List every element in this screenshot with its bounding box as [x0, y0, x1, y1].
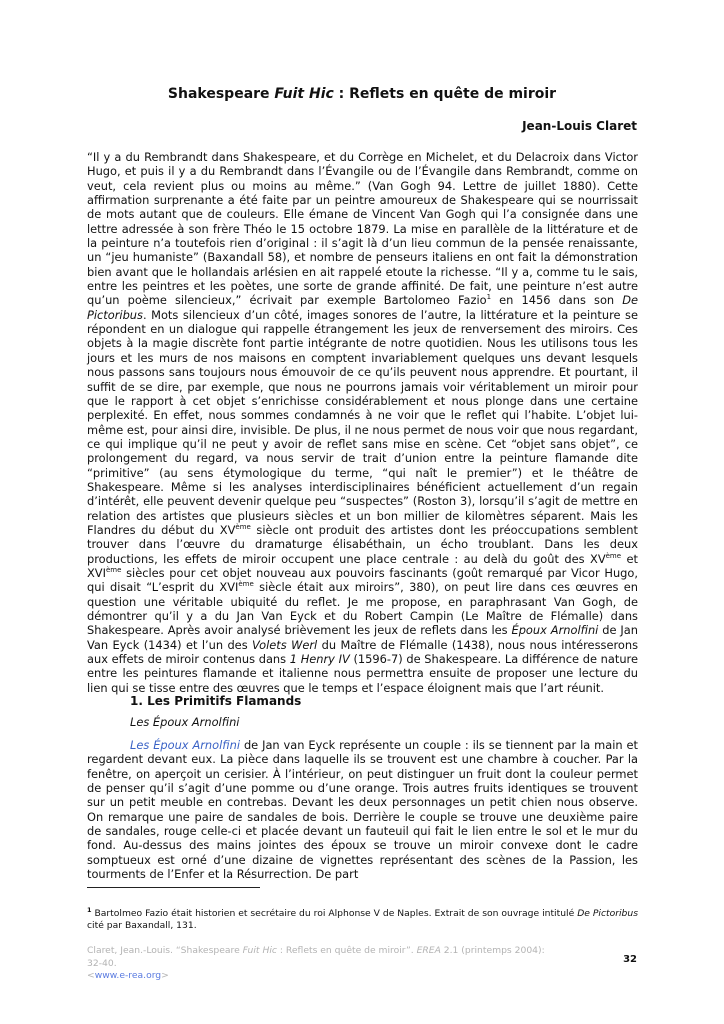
intro-text: “Il y a du Rembrandt dans Shakespeare, et du Corrège en Michelet, et du Delacroix dans Victor Hugo, et puis il y a du Rembrandt dans l’Évangile ou de l’Évangile dans Rembrandt, comme on veut, cela revient plus ou moins au même.” (Van Gogh 94. Lettre de juillet 1880). Cette affirmation surprenante a été faite par un peintre amoureux de Shakespeare qui se nourrissait de mots autant que de couleurs. Elle émane de Vincent Van Gogh qui l’a consignée dans une lettre adressée à son frère Théo le 15 octobre 1879. La mise en parallèle de la littérature et de la peinture n’a toutefois rien d’original : il s’agit là d’un lieu commun de la pensée renaissante, un “jeu humaniste” (Baxandall 58), et nombre de penseurs italiens en ont fait la démonstration bien avant que le hollandais arlésien en ait rappelé etoute la richesse. “Il y a, comme tu le sais, entre les peintres et les poètes, une sorte de grande affinité. De fait, une peinture n’est autre qu’un poème silencieux,” écrivait par exemple Bartolomeo Fazio	[87, 150, 638, 308]
intro-italic: Volets Werl	[252, 637, 318, 652]
intro-text: siècle était aux miroirs”, 380), on peut lire dans ces œuvres en question une véritable ubiquité du reflet. Je me propose, en paraphrasant Van Gogh, de démontrer qu’il y a du Jan Van Eyck et du Robert Campin (Le Maître de Flémalle) dans Shakespeare. Après avoir analysé brièvement les jeux de reflets dans les	[87, 580, 638, 638]
footnote-italic: De Pictoribus	[577, 908, 638, 919]
citation-italic: EREA	[416, 945, 441, 956]
citation-italic: Fuit Hic	[242, 945, 277, 956]
title-prefix: Shakespeare	[167, 86, 275, 102]
section-heading: 1. Les Primitifs Flamands	[130, 694, 302, 708]
section-subheading: Les Époux Arnolfini	[130, 715, 240, 729]
website-link[interactable]: www.e-rea.org	[94, 970, 162, 981]
footnote	[87, 905, 638, 932]
section-text: de Jan van Eyck représente un couple : ils se tiennent par la main et regardent devant eux. La pièce dans laquelle ils se trouvent est une chambre à coucher. Par la fenêtre, on aperçoit un cerisier. À l’intérieur, on peut distinguer un fruit dont la couleur permet de penser qu’il s’agit d’une pomme ou d’une orange. Trois autres fruits identiques se trouvent sur un petit meuble en contrebas. Devant les deux personnages un petit chien nous observe. On remarque une paire de sandales de bois. Derrière le couple se trouve une deuxième paire de sandales, rouge celle-ci et placée devant un fauteuil qui fait le lien entre le sol et le mur du fond. Au-dessus des mains jointes des époux se trouve un miroir convexe dont le cadre somptueux est orné d’une dizaine de vignettes représentant des scènes de la Passion, les tourments de l’Enfer et la Résurrection. De part	[87, 738, 638, 882]
superscript: ème	[105, 566, 122, 575]
intro-text: (1596-7) de Shakespeare. La différence de nature entre les peintures flamande et italienne nous permettra ensuite de proposer une lecture du lien qui se tisse entre des œuvres que le temps et l’espace éloignent mais que l’art réunit.	[87, 652, 638, 695]
citation-bracket: <	[87, 970, 95, 981]
artwork-link[interactable]: Les Époux Arnolfini	[130, 738, 241, 752]
intro-text: du Maître de Flémalle (1438), nous nous intéresserons aux effets de miroir contenus dans	[87, 637, 639, 667]
page-number: 32	[623, 954, 637, 965]
intro-text: et XVI	[87, 551, 638, 580]
intro-paragraph	[87, 150, 638, 695]
citation-footer	[87, 945, 557, 983]
superscript: ème	[235, 523, 251, 532]
intro-text: . Mots silencieux d’un côté, images sonores de l’autre, la littérature et la peinture se répondent en un dialogue qui rappelle étrangement les jeux de renversement des miroirs. Ces objets à la magie discrète font partie intégrante de notre quotidien. Nous les utilisons tous les jours et les murs de nos maisons en comptent invariablement quelques uns devant lesquels nous passons sans toujours nous émouvoir de ce qu’ils peuvent nous apprendre. Et pourtant, il suffit de se dire, par exemple, que nous ne pourrons jamais voir véritablement un miroir pour que le rapport à cet objet s’enrichisse considérablement et nous plonge dans une certaine perplexité. En effet, nous sommes condamnés à ne voir que le reflet qui l’habite. L’objet lui-même est, pour ainsi dire, invisible. De plus, il ne nous permet de nous voir que nous regardant, ce qui implique qu’il ne peut y avoir de reflet sans mise en scène. Cet “objet sans objet”, ce prolongement du regard, va nous servir de trait d’union entre la peinture flamande dite “primitive” (au sens étymologique du terme, “qui naît le premier”) et le théâtre de Shakespeare. Même si les analyses interdisciplinaires bénéficient actuellement d’un regain d’intérêt, elle peuvent devenir quelque peu “suspectes” (Roston 3), lorsqu’il s’agit de mettre en relation des artistes que plusieurs siècles et un bon millier de kilomètres séparent. Mais les Flandres du début du XV	[87, 307, 638, 537]
footnote-divider	[87, 887, 260, 888]
intro-italic: De Pictoribus	[87, 293, 639, 322]
footnote-text: Bartolmeo Fazio était historien et secrétaire du roi Alphonse V de Naples. Extrait de son ouvrage intitulé	[91, 908, 578, 919]
citation-text: : Reflets en quête de miroir”.	[276, 945, 417, 956]
footnote-text: cité par Baxandall, 131.	[87, 920, 197, 931]
intro-italic: Époux Arnolfini	[511, 623, 599, 638]
citation-text: 2.1 (printemps 2004): 32-40.	[87, 945, 545, 969]
footnote-mark: 1	[87, 905, 92, 914]
author-name: Jean-Louis Claret	[522, 119, 637, 133]
superscript: ème	[605, 551, 622, 560]
citation-bracket: >	[161, 970, 169, 981]
citation-text: Claret, Jean.-Louis. “Shakespeare	[87, 945, 243, 956]
superscript: ème	[238, 580, 254, 589]
footnote-ref[interactable]: 1	[486, 293, 492, 302]
page-title	[0, 86, 724, 102]
intro-italic: 1 Henry IV	[289, 652, 350, 667]
section-paragraph	[87, 738, 638, 881]
intro-text: siècles pour cet objet nouveau aux pouvoirs fascinants (goût remarqué par Vicor Hugo, qui disait “L’esprit du XVI	[87, 565, 638, 595]
intro-text: en 1456 dans son	[491, 293, 623, 308]
title-suffix: : Reflets en quête de miroir	[333, 86, 557, 102]
intro-text: siècle ont produit des artistes dont les préoccupations semblent trouver dans l’œuvre du dramaturge élisabéthain, un écho troublant. Dans les deux productions, les effets de miroir occupent une place centrale : au delà du goût des XV	[87, 522, 638, 566]
title-italic: Fuit Hic	[274, 86, 334, 102]
intro-text: de Jan Van Eyck (1434) et l’un des	[87, 623, 638, 652]
